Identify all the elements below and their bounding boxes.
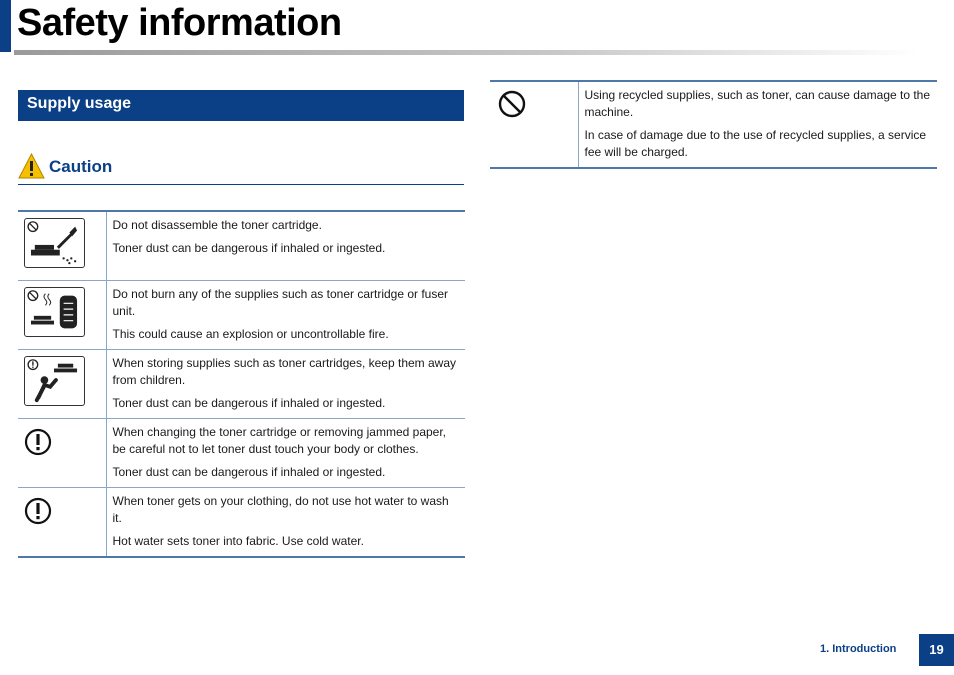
icon-cell [18, 349, 106, 418]
title-accent-bar [0, 0, 11, 52]
footer-chapter: 1. Introduction [820, 643, 897, 655]
text-cell [106, 349, 465, 418]
table-row [18, 418, 465, 487]
page-title: Safety information [17, 2, 342, 44]
icon-cell [18, 418, 106, 487]
warning-triangle-icon [18, 153, 45, 179]
icon-cell [18, 280, 106, 349]
table-row [18, 280, 465, 349]
left-safety-table [18, 210, 465, 558]
row-detail: Hot water sets toner into fabric. Use cold water. [112, 533, 364, 548]
section-heading: Supply usage [18, 90, 464, 121]
row-statement: Do not disassemble the toner cartridge. [112, 218, 322, 232]
page-number: 19 [919, 634, 954, 666]
row-detail: This could cause an explosion or uncontrollable fire. [112, 326, 389, 341]
text-cell [106, 418, 465, 487]
right-safety-table [490, 80, 937, 169]
row-statement: Do not burn any of the supplies such as toner cartridge or fuser unit. [112, 286, 449, 318]
no-burn-supplies-icon [24, 287, 85, 337]
mandatory-caution-icon [24, 428, 52, 456]
table-row [18, 349, 465, 418]
row-statement: When storing supplies such as toner cartridges, keep them away from children. [112, 355, 457, 387]
caution-header [18, 153, 464, 185]
icon-cell [490, 81, 578, 168]
row-statement: When changing the toner cartridge or removing jammed paper, be careful not to let toner dust touch your body or clothes. [112, 424, 447, 456]
icon-cell [18, 211, 106, 280]
mandatory-caution-icon [24, 497, 52, 525]
icon-cell [18, 487, 106, 557]
no-disassemble-toner-icon [24, 218, 85, 268]
title-divider [14, 50, 919, 55]
text-cell [106, 487, 465, 557]
table-row [18, 487, 465, 557]
text-cell [106, 280, 465, 349]
table-row [490, 81, 937, 168]
text-cell [106, 211, 465, 280]
row-detail: Toner dust can be dangerous if inhaled or ingested. [112, 464, 386, 479]
table-row [18, 211, 465, 280]
row-detail: Toner dust can be dangerous if inhaled or ingested. [112, 241, 386, 255]
row-detail: Toner dust can be dangerous if inhaled or ingested. [112, 395, 386, 410]
caution-label: Caution [49, 157, 113, 176]
row-detail: In case of damage due to the use of recycled supplies, a service fee will be charged. [584, 128, 927, 159]
keep-from-children-icon [24, 356, 85, 406]
prohibited-icon [498, 90, 526, 118]
row-statement: When toner gets on your clothing, do not use hot water to wash it. [112, 493, 449, 525]
text-cell [578, 81, 937, 168]
row-statement: Using recycled supplies, such as toner, can cause damage to the machine. [584, 88, 931, 119]
